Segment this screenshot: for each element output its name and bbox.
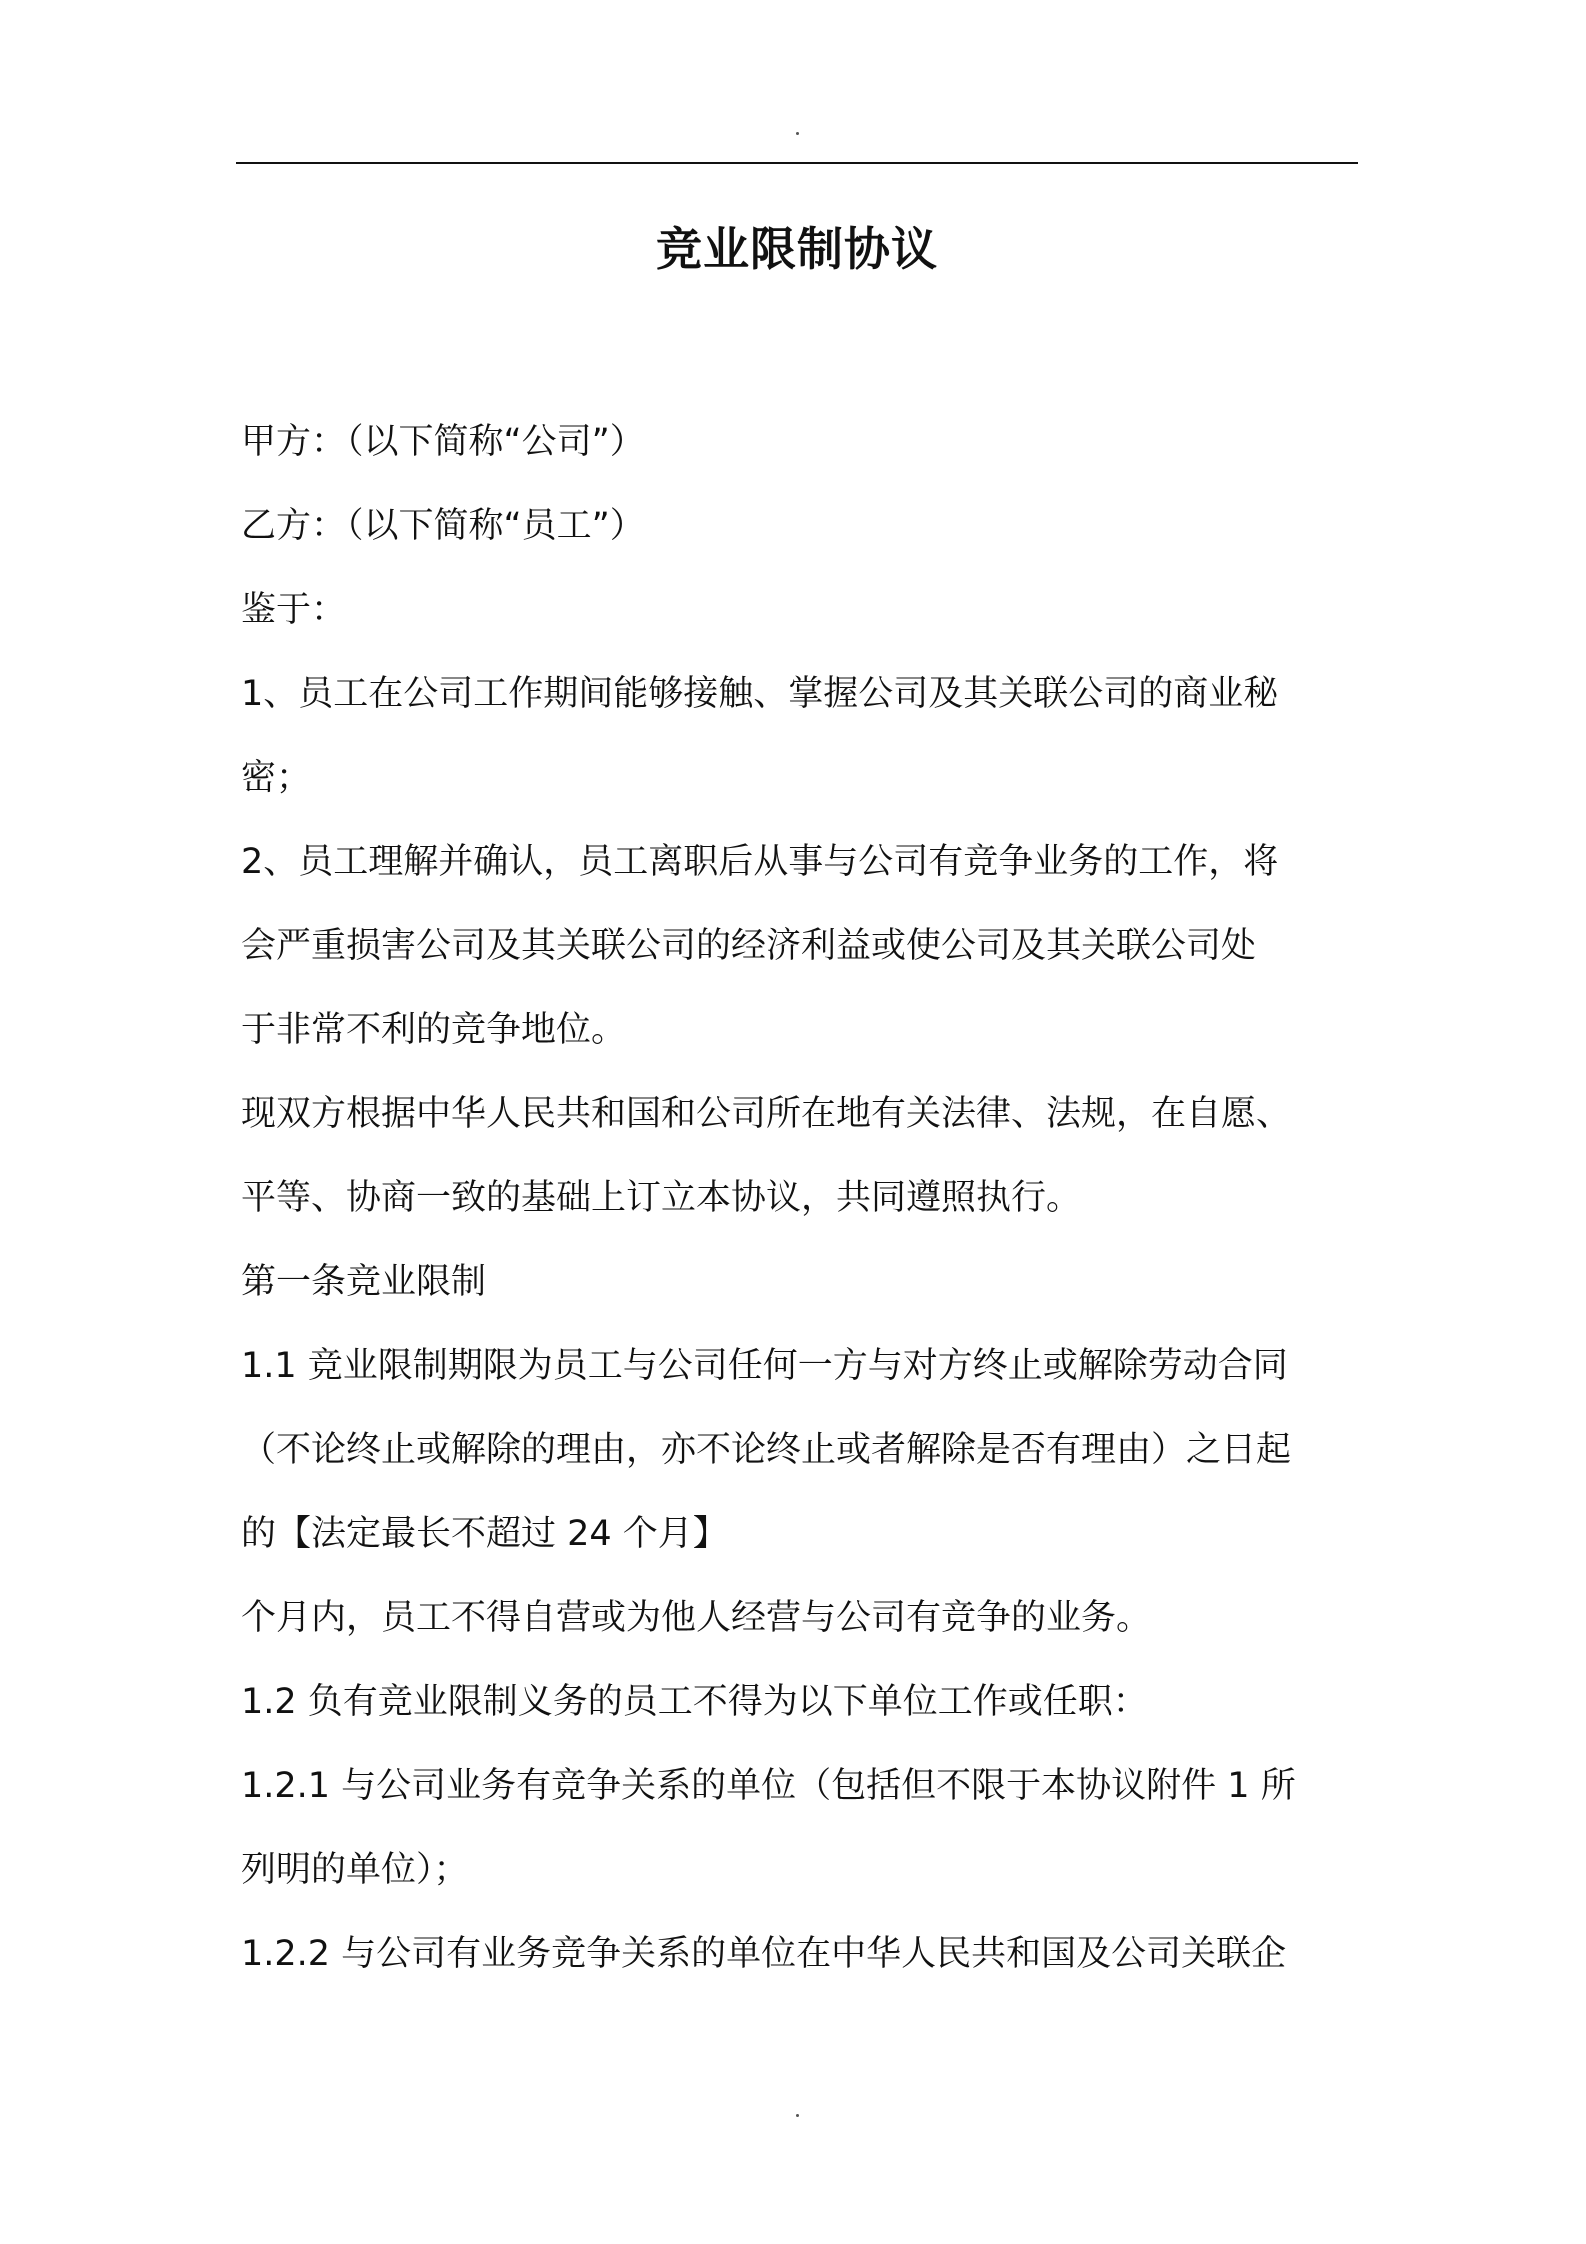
paragraph-clause-1-2-1 [241, 1744, 1361, 1912]
text-line: 的【法定最长不超过 24 个月】 [241, 1514, 728, 1554]
text-line: 鉴于： [241, 590, 347, 630]
text-line: 1.2 负有竞业限制义务的员工不得为以下单位工作或任职： [241, 1682, 1148, 1722]
header-dot [796, 132, 799, 135]
header-rule [236, 162, 1358, 164]
paragraph-recital-1 [241, 652, 1361, 820]
text-line: 2、员工理解并确认，员工离职后从事与公司有竞争业务的工作，将 [241, 842, 1279, 882]
text-line: 于非常不利的竞争地位。 [241, 1010, 627, 1050]
text-line: 1、员工在公司工作期间能够接触、掌握公司及其关联公司的商业秘 [241, 674, 1279, 714]
text-line: 现双方根据中华人民共和国和公司所在地有关法律、法规，在自愿、 [241, 1094, 1292, 1134]
paragraph-clause-1-2-2 [241, 1912, 1361, 1996]
text-line: 1.1 竞业限制期限为员工与公司任何一方与对方终止或解除劳动合同 [241, 1346, 1288, 1386]
paragraph-whereas [241, 568, 1361, 652]
text-line: 1.2.1 与公司业务有竞争关系的单位（包括但不限于本协议附件 1 所 [241, 1766, 1296, 1806]
paragraph-clause-1-1 [241, 1324, 1361, 1576]
footer-dot [796, 2114, 799, 2117]
paragraph-recital-2 [241, 820, 1361, 1072]
text-line: 平等、协商一致的基础上订立本协议，共同遵照执行。 [241, 1178, 1082, 1218]
text-line: 会严重损害公司及其关联公司的经济利益或使公司及其关联公司处 [241, 926, 1257, 966]
text-line: 乙方：（以下简称“员工”） [241, 506, 645, 546]
paragraph-clause-1-1-cont [241, 1576, 1361, 1660]
paragraph-agreement-basis [241, 1072, 1361, 1240]
text-line: 密； [241, 758, 312, 798]
text-line: 甲方：（以下简称“公司”） [241, 422, 645, 462]
text-line: 个月内，员工不得自营或为他人经营与公司有竞争的业务。 [241, 1598, 1152, 1638]
paragraph-clause-1-2 [241, 1660, 1361, 1744]
text-line: 第一条竞业限制 [241, 1262, 487, 1302]
text-line: 1.2.2 与公司有业务竞争关系的单位在中华人民共和国及公司关联企 [241, 1934, 1287, 1974]
document-body [241, 400, 1361, 1996]
document-title: 竞业限制协议 [656, 222, 938, 276]
paragraph-article-1-heading [241, 1240, 1361, 1324]
paragraph-party-b [241, 484, 1361, 568]
text-line: （不论终止或解除的理由，亦不论终止或者解除是否有理由）之日起 [241, 1430, 1292, 1470]
text-line: 列明的单位）； [241, 1850, 469, 1890]
paragraph-party-a [241, 400, 1361, 484]
